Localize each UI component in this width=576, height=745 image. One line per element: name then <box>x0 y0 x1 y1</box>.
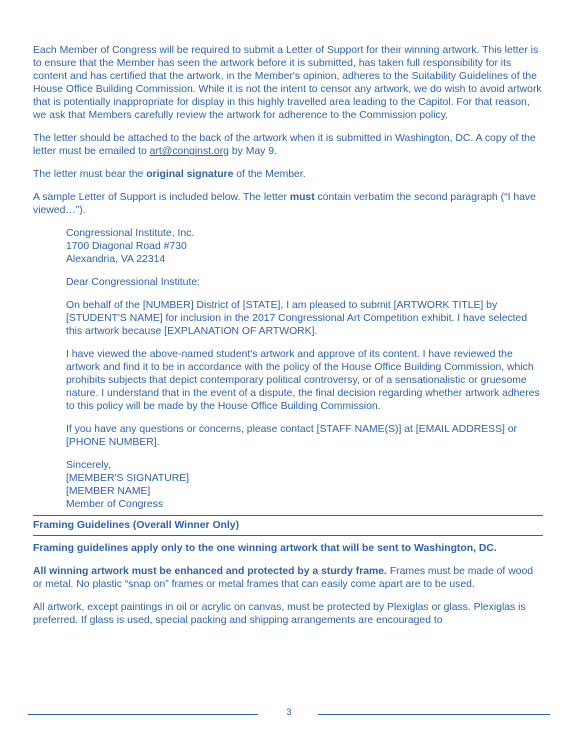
intro-paragraph-4-tail: contain verbatim the second paragraph (“I have viewed…”). <box>33 192 536 216</box>
sample-letter <box>66 227 542 511</box>
signature-line: [MEMBER'S SIGNATURE] <box>66 473 190 484</box>
letter-paragraph-1: On behalf of the [NUMBER] District of [STATE], I am pleased to submit [ARTWORK TITLE] by [STUDENT'S NAME] for inclusion in the 2017 Congressional Art Competition exhibit. I have selected this artwork because [EXPLANATION OF ARTWORK]. <box>66 300 528 337</box>
address-line-3: Alexandria, VA 22314 <box>66 254 166 265</box>
intro-paragraph-4-text: A sample Letter of Support is included below. The letter <box>33 192 290 203</box>
framing-paragraph-3: All artwork, except paintings in oil or acrylic on canvas, must be protected by Plexiglas or glass. Plexiglas is preferred. If glass is used, special packing and shipping arrangements are encouraged to <box>33 602 526 626</box>
intro-paragraph-3-text: The letter must bear the <box>33 169 147 180</box>
intro-paragraph-4 <box>33 191 543 217</box>
frame-material-text: Frames must be made of wood or metal. No plastic “snap on” frames or metal frames that can easily come apart are to be used. <box>33 566 534 590</box>
footer-rule-left <box>28 714 258 715</box>
member-name-line: [MEMBER NAME] <box>66 486 151 497</box>
intro-paragraph-1: Each Member of Congress will be required to submit a Letter of Support for their winning artwork. This letter is to ensure that the Member has seen the artwork before it is submitted, has taken full responsibility for its content and has certified that the artwork, in the Member's opinion, adheres to the Suitability Guidelines of the House Office Building Commission. While it is not the intent to censor any artwork, we do wish to avoid artwork that is potentially inappropriate for display in this highly travelled area leading to the Capitol. For that reason, we ask that Members carefully review the artwork for adherence to the Commission policy. <box>33 45 542 121</box>
intro-paragraph-2 <box>33 132 543 158</box>
address-line-1: Congressional Institute, Inc. <box>66 228 195 239</box>
letter-paragraph-3: If you have any questions or concerns, please contact [STAFF NAME(S)] at [EMAIL ADDRESS] or [PHONE NUMBER]. <box>66 424 518 448</box>
address-line-2: 1700 Diagonal Road #730 <box>66 241 187 252</box>
page-content <box>33 44 543 637</box>
letter-closing: Sincerely, <box>66 460 111 471</box>
intro-paragraph-3 <box>33 168 543 181</box>
intro-paragraph-2-text: The letter should be attached to the back of the artwork when it is submitted in Washington, DC. A copy of the letter must be emailed to <box>33 133 536 157</box>
must-emphasis: must <box>289 192 315 203</box>
intro-paragraph-2-deadline: by May 9. <box>228 146 277 157</box>
page-footer <box>28 707 550 721</box>
letter-signature-block <box>66 459 542 511</box>
email-link[interactable]: art@conginst.org <box>149 146 229 157</box>
frame-requirement-emphasis: All winning artwork must be enhanced and protected by a sturdy frame. <box>33 566 387 577</box>
letter-salutation: Dear Congressional Institute: <box>66 277 200 288</box>
letter-address <box>66 227 542 266</box>
framing-guidelines-heading: Framing Guidelines (Overall Winner Only) <box>33 515 543 536</box>
framing-paragraph-1 <box>33 542 543 555</box>
framing-scope-statement: Framing guidelines apply only to the one winning artwork that will be sent to Washington, DC. <box>33 543 497 554</box>
framing-paragraph-2 <box>33 565 543 591</box>
member-title-line: Member of Congress <box>66 499 164 510</box>
letter-paragraph-2: I have viewed the above-named student's artwork and approve of its content. I have reviewed the artwork and find it to be in accordance with the policy of the House Office Building Commission, which prohibits subjects that depict contemporary political controversy, or of a sensationalistic or gruesome nature. I understand that in the event of a dispute, the final decision regarding whether artwork adheres to this policy will be made by the House Office Building Commission. <box>66 349 540 412</box>
footer-rule-right <box>318 714 550 715</box>
page-number: 3 <box>286 707 292 717</box>
intro-paragraph-3-tail: of the Member. <box>233 169 306 180</box>
original-signature-emphasis: original signature <box>146 169 234 180</box>
